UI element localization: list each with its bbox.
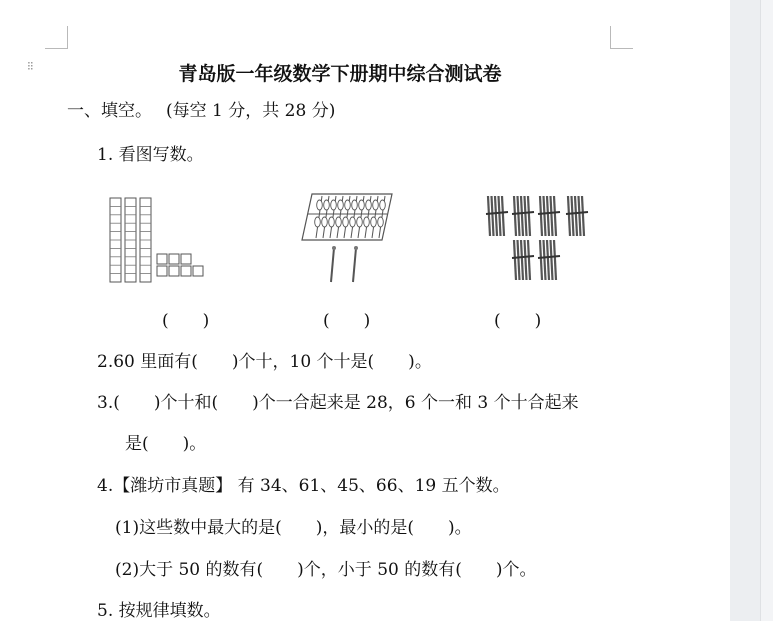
- question-3-line-2: 是( )。: [125, 434, 207, 454]
- bundle-stick: [521, 240, 523, 280]
- abacus-bead: [317, 200, 323, 210]
- abacus-bead: [338, 200, 344, 210]
- abacus-bead: [373, 200, 379, 210]
- unit-cube: [169, 254, 179, 264]
- abacus-bead: [315, 217, 321, 227]
- bundle-stick: [540, 240, 542, 280]
- bundle-stick: [544, 196, 546, 236]
- window-gutter: [730, 0, 773, 621]
- bundle-stick: [525, 196, 527, 236]
- abacus-bead: [350, 217, 356, 227]
- bundle-stick: [551, 240, 553, 280]
- question-4-sub-1: (1)这些数中最大的是( )，最小的是( )。: [115, 518, 472, 538]
- bundle-stick: [554, 240, 556, 280]
- abacus-bead: [352, 200, 358, 210]
- bundle-stick: [528, 196, 530, 236]
- bundle-stick: [488, 196, 490, 236]
- drag-handle-icon[interactable]: ⁝⁝: [27, 59, 33, 73]
- section-heading-label: 一、填空。: [67, 101, 152, 121]
- margin-corner-top-left: [45, 26, 68, 49]
- abacus-bead: [336, 217, 342, 227]
- bundle-stick: [495, 196, 497, 236]
- answer-slot-2[interactable]: ( ): [323, 311, 371, 331]
- bundle-stick: [540, 196, 542, 236]
- bundle-stick: [492, 196, 494, 236]
- section-heading: [67, 101, 335, 121]
- abacus-bead: [371, 217, 377, 227]
- bundle-stick: [551, 196, 553, 236]
- abacus-bead: [322, 217, 328, 227]
- abacus-bead: [359, 200, 365, 210]
- abacus-bead: [343, 217, 349, 227]
- bundle-stick: [575, 196, 577, 236]
- bundle-stick: [514, 240, 516, 280]
- bundle-stick: [499, 196, 501, 236]
- document-title: 青岛版一年级数学下册期中综合测试卷: [178, 63, 502, 85]
- answer-slot-1[interactable]: ( ): [162, 311, 210, 331]
- unit-cube: [169, 266, 179, 276]
- bundle-stick: [514, 196, 516, 236]
- section-score-note: (每空 1 分，共 28 分): [166, 101, 336, 121]
- bundle-stick: [521, 196, 523, 236]
- counting-stick-tip: [332, 246, 336, 250]
- bundle-stick: [525, 240, 527, 280]
- counting-stick: [331, 248, 334, 282]
- bundle-stick: [547, 196, 549, 236]
- question-4: [97, 476, 510, 496]
- question-4-text: 有 34、61、45、66、19 五个数。: [232, 476, 510, 496]
- bundle-stick: [544, 240, 546, 280]
- question-4-source-tag: 4.【潍坊市真题】: [97, 476, 233, 496]
- abacus-bead: [357, 217, 363, 227]
- bundle-stick: [568, 196, 570, 236]
- question-4-sub-2: (2)大于 50 的数有( )个，小于 50 的数有( )个。: [115, 560, 537, 580]
- bundle-stick: [582, 196, 584, 236]
- bundle-stick: [554, 196, 556, 236]
- bundle-stick: [518, 240, 520, 280]
- abacus-bead: [380, 200, 386, 210]
- stick-bundles-figure: [478, 192, 598, 288]
- answer-slot-3[interactable]: ( ): [494, 311, 542, 331]
- unit-cube: [193, 266, 203, 276]
- abacus-bead: [324, 200, 330, 210]
- vertical-scrollbar[interactable]: [760, 0, 773, 621]
- abacus-bead: [364, 217, 370, 227]
- bundle-stick: [547, 240, 549, 280]
- abacus-figure: [298, 190, 398, 290]
- question-5: 5. 按规律填数。: [97, 601, 221, 621]
- margin-corner-top-right: [610, 26, 633, 49]
- cube-blocks-figure: [105, 194, 205, 286]
- abacus-bead: [345, 200, 351, 210]
- question-3-line-1: 3.( )个十和( )个一合起来是 28，6 个一和 3 个十合起来: [97, 393, 579, 413]
- bundle-stick: [502, 196, 504, 236]
- bundle-stick: [572, 196, 574, 236]
- unit-cube: [157, 266, 167, 276]
- bundle-stick: [528, 240, 530, 280]
- bundle-stick: [579, 196, 581, 236]
- counting-stick: [353, 248, 356, 282]
- counting-stick-tip: [354, 246, 358, 250]
- question-2: 2.60 里面有( )个十，10 个十是( )。: [97, 352, 432, 372]
- abacus-bead: [378, 217, 384, 227]
- bundle-stick: [518, 196, 520, 236]
- unit-cube: [181, 254, 191, 264]
- abacus-bead: [331, 200, 337, 210]
- abacus-bead: [366, 200, 372, 210]
- unit-cube: [181, 266, 191, 276]
- unit-cube: [157, 254, 167, 264]
- question-1: 1. 看图写数。: [97, 145, 204, 165]
- abacus-bead: [329, 217, 335, 227]
